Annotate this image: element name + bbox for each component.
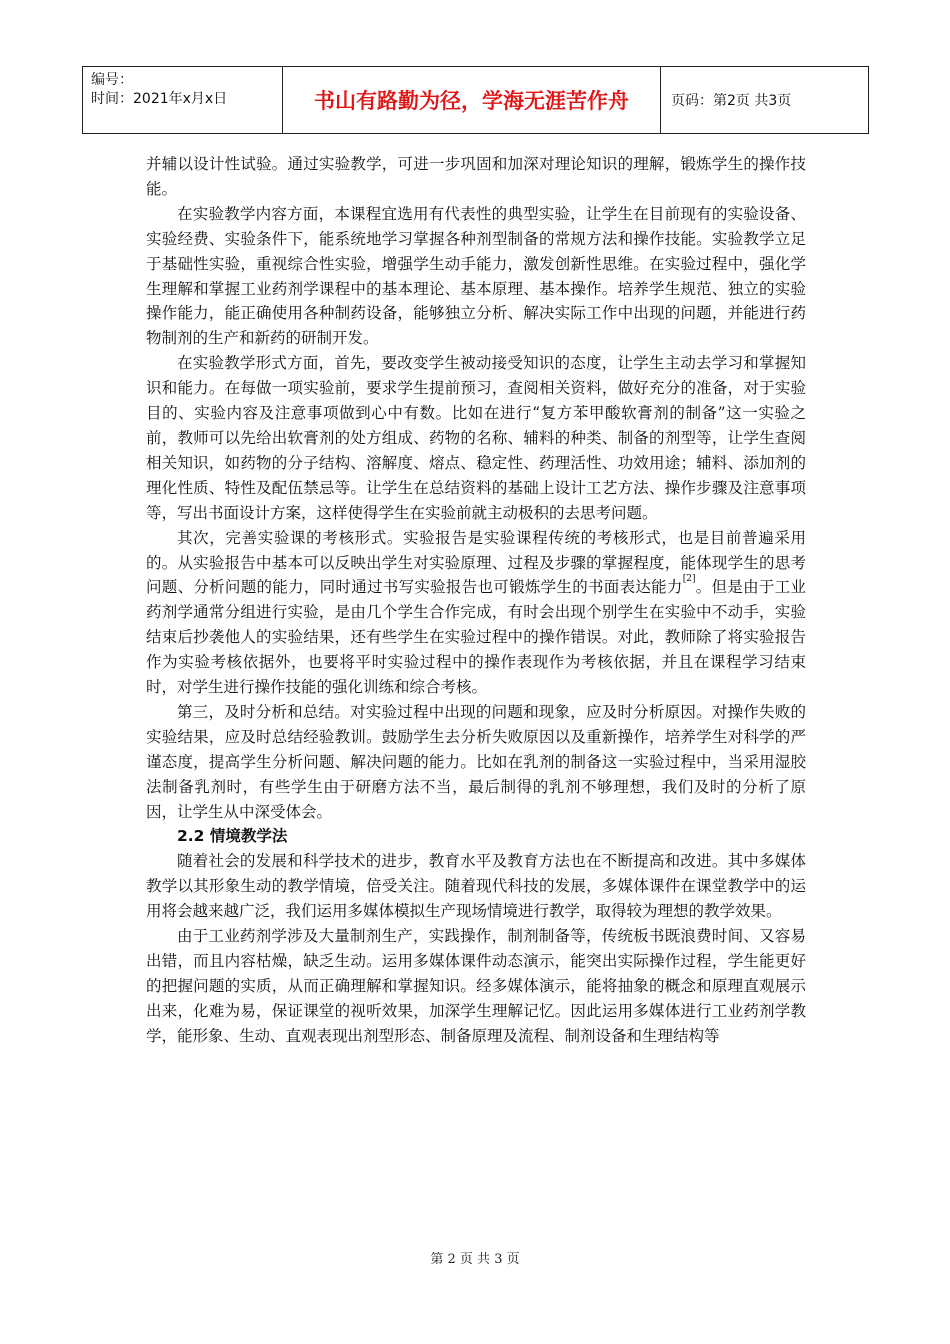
paragraph-4 <box>146 526 806 700</box>
paragraph-2: 在实验教学内容方面，本课程宜选用有代表性的典型实验，让学生在目前现有的实验设备、实验经费、实验条件下，能系统地学习掌握各种剂型制备的常规方法和操作技能。实验教学立足于基础性实验，重视综合性实验，增强学生动手能力，激发创新性思维。在实验过程中，强化学生理解和掌握工业药剂学课程中的基本理论、基本原理、基本操作。培养学生规范、独立的实验操作能力，能正确使用各种制药设备，能够独立分析、解决实际工作中出现的问题，并能进行药物制剂的生产和新药的研制开发。 <box>146 204 806 348</box>
paragraph-6: 随着社会的发展和科学技术的进步，教育水平及教育方法也在不断提高和改进。其中多媒体教学以其形象生动的教学情境，倍受关注。随着现代科技的发展，多媒体课件在课堂教学中的运用将会越来越广泛，我们运用多媒体模拟生产现场情境进行教学，取得较为理想的教学效果。 <box>146 852 806 921</box>
document-body <box>146 152 806 1049</box>
page-footer: 第 2 页 共 3 页 <box>430 1252 520 1267</box>
paragraph-4-text-a: 其次，完善实验课的考核形式。实验报告是实验课程传统的考核形式，也是目前普遍采用的。从实验报告中基本可以反映出学生对实验原理、过程及步骤的掌握程度，能体现学生的思考问题、分析问题的能力，同时通过书写实验报告也可锻炼学生的书面表达能力 <box>146 528 806 597</box>
paragraph-5: 第三，及时分析和总结。对实验过程中出现的问题和现象，应及时分析原因。对操作失败的实验结果，应及时总结经验教训。鼓励学生去分析失败原因以及重新操作，培养学生对科学的严谨态度，提高学生分析问题、解决问题的能力。比如在乳剂的制备这一实验过程中，当采用湿胶法制备乳剂时，有些学生由于研磨方法不当，最后制得的乳剂不够理想，我们及时的分析了原因，让学生从中深受体会。 <box>146 702 806 821</box>
header-motto: 书山有路勤为径，学海无涯苦作舟 <box>283 67 661 133</box>
page-header <box>82 66 869 134</box>
citation-ref: [2] <box>682 574 696 585</box>
header-page-info: 页码：第2页 共3页 <box>671 93 792 109</box>
header-meta <box>83 67 283 133</box>
paragraph-4-text-b: 。但是由于工业药剂学通常分组进行实验，是由几个学生合作完成，有时会出现个别学生在实验中不动手，实验结束后抄袭他人的实验结果，还有些学生在实验过程中的操作错误。对此，教师除了将实验报告作为实验考核依据外，也要将平时实验过程中的操作表现作为考核依据，并且在课程学习结束时，对学生进行操作技能的强化训练和综合考核。 <box>146 578 806 697</box>
section-heading: 2.2 情境教学法 <box>177 827 288 846</box>
document-date-label: 时间：2021年x月x日 <box>91 91 228 107</box>
paragraph-3: 在实验教学形式方面，首先，要改变学生被动接受知识的态度，让学生主动去学习和掌握知识和能力。在每做一项实验前，要求学生提前预习，查阅相关资料，做好充分的准备，对于实验目的、实验内容及注意事项做到心中有数。比如在进行“复方苯甲酸软膏剂的制备”这一实验之前，教师可以先给出软膏剂的处方组成、药物的名称、辅料的种类、制备的剂型等，让学生查阅相关知识，如药物的分子结构、溶解度、熔点、稳定性、药理活性、功效用途；辅料、添加剂的理化性质、特性及配伍禁忌等。让学生在总结资料的基础上设计工艺方法、操作步骤及注意事项等，写出书面设计方案，这样使得学生在实验前就主动极积的去思考问题。 <box>146 354 806 522</box>
paragraph-7: 由于工业药剂学涉及大量制剂生产，实践操作，制剂制备等，传统板书既浪费时间、又容易出错，而且内容枯燥，缺乏生动。运用多媒体课件动态演示，能突出实际操作过程，学生能更好的把握问题的实质，从而正确理解和掌握知识。经多媒体演示，能将抽象的概念和原理直观展示出来，化难为易，保证课堂的视听效果，加深学生理解记忆。因此运用多媒体进行工业药剂学教学，能形象、生动、直观表现出剂型形态、制备原理及流程、制剂设备和生理结构等 <box>146 927 806 1045</box>
document-number-label: 编号： <box>91 72 133 88</box>
paragraph-1: 并辅以设计性试验。通过实验教学，可进一步巩固和加深对理论知识的理解，锻炼学生的操作技能。 <box>146 155 806 198</box>
